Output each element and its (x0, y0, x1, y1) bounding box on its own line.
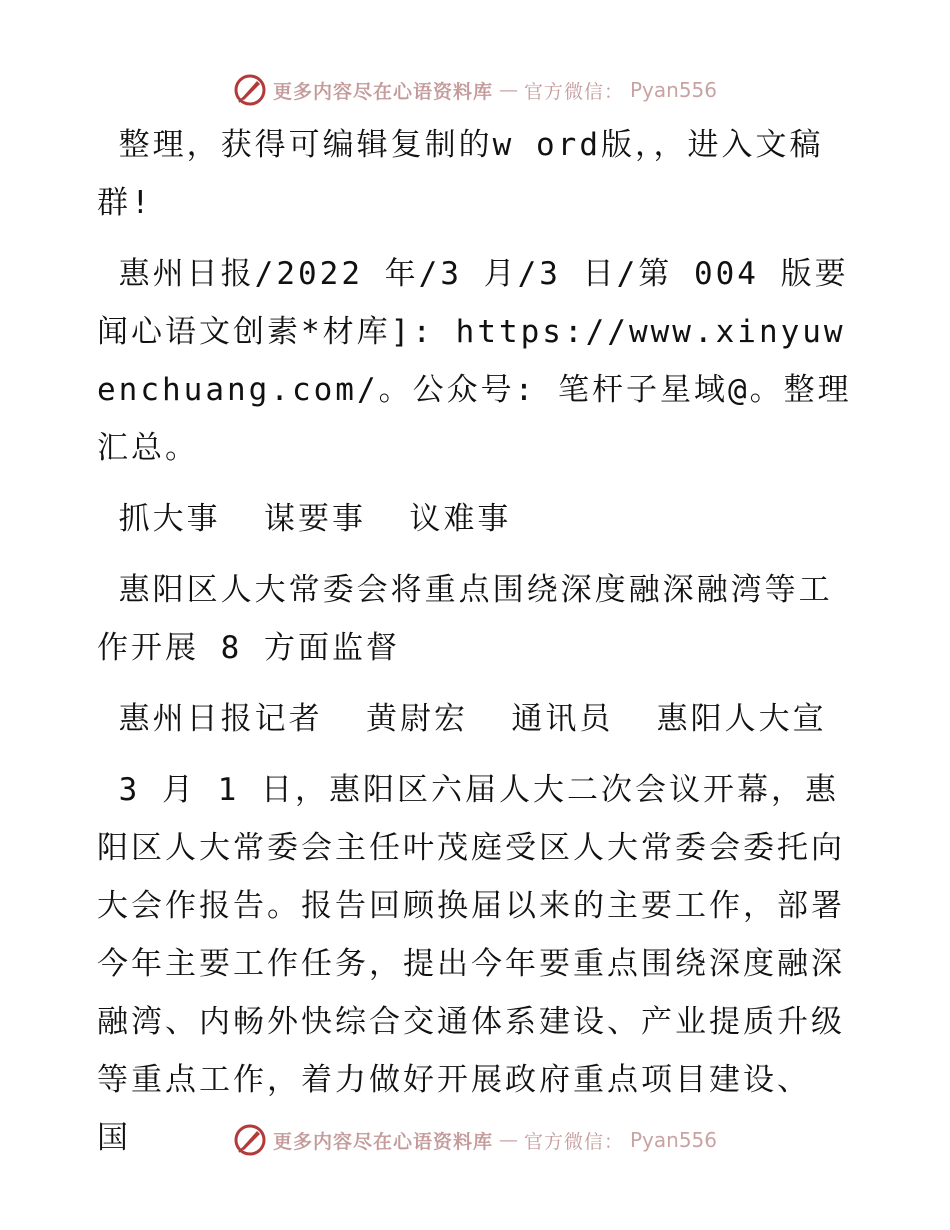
watermark-separator: — (498, 79, 518, 101)
watermark-brand: 更多内容尽在心语资料库 (272, 80, 493, 103)
footer-watermark (0, 1120, 950, 1160)
paragraph-subheadline: 惠阳区人大常委会将重点围绕深度融深融湾等工作开展 8 方面监督 (97, 572, 833, 666)
quill-logo-icon (233, 1123, 267, 1157)
paragraph-byline: 惠州日报记者 黄尉宏 通讯员 惠阳人大宣 (97, 701, 827, 737)
paragraph-body: 3 月 1 日，惠阳区六届人大二次会议开幕，惠阳区人大常委会主任叶茂庭受区人大常委会委托向大会作报告。报告回顾换届以来的主要工作，部署今年主要工作任务，提出今年要重点围绕深度融深融湾、内畅外快综合交通体系建设、产业提质升级等重点工作，着力做好开展政府重点项目建设、 国 (97, 772, 845, 1156)
watermark-wechat-id: Pyan556 (630, 1128, 718, 1152)
quill-logo-icon (233, 73, 267, 107)
paragraph-source: 惠州日报/2022 年/3 月/3 日/第 004 版要闻心语文创素*材库]: https://www.xinyuwenchuang.com/。公众号: 笔杆子星域@。整理汇总。 (97, 256, 852, 466)
header-watermark (0, 70, 950, 110)
watermark-label: 官方微信： (523, 80, 624, 103)
paragraph-headline: 抓大事 谋要事 议难事 (97, 501, 512, 537)
watermark-brand: 更多内容尽在心语资料库 (272, 1130, 493, 1153)
paragraph-intro: 整理，获得可编辑复制的w ord版，，进入文稿群! (97, 127, 824, 221)
watermark-separator: — (498, 1129, 518, 1151)
document-body (97, 116, 857, 1167)
watermark-wechat-id: Pyan556 (630, 78, 718, 102)
watermark-label: 官方微信： (523, 1130, 624, 1153)
